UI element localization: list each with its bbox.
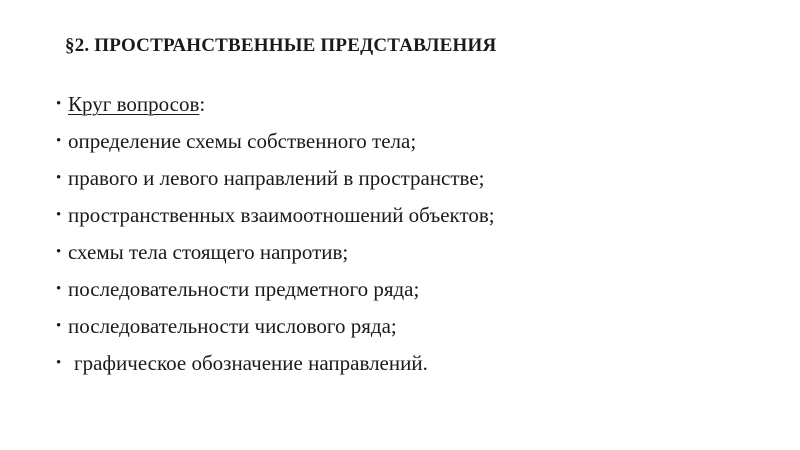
list-item-text: последовательности числового ряда; — [68, 314, 397, 338]
list-item — [56, 197, 495, 234]
bullet-icon: • — [56, 133, 62, 149]
list-item — [56, 308, 495, 345]
bullet-icon: • — [56, 170, 62, 186]
list-item — [56, 345, 495, 382]
list-item-text: правого и левого направлений в пространстве; — [68, 166, 485, 190]
list-item-text: схемы тела стоящего напротив; — [68, 240, 349, 264]
intro-label: Круг вопросов — [68, 92, 200, 116]
list-item-text: пространственных взаимоотношений объектов; — [68, 203, 495, 227]
list-item-text: последовательности предметного ряда; — [68, 277, 420, 301]
bullet-icon: • — [56, 96, 62, 112]
list-item-text: графическое обозначение направлений. — [74, 351, 428, 375]
list-item — [56, 234, 495, 271]
list-item — [56, 160, 495, 197]
slide-title: §2. ПРОСТРАНСТВЕННЫЕ ПРЕДСТАВЛЕНИЯ — [65, 35, 497, 56]
list-item — [56, 123, 495, 160]
bullet-icon: • — [56, 244, 62, 260]
bullet-icon: • — [56, 318, 62, 334]
bullet-icon: • — [56, 281, 62, 297]
intro-suffix: : — [199, 92, 206, 116]
bullet-list — [56, 86, 495, 382]
bullet-icon: • — [56, 207, 62, 223]
list-item-intro — [56, 86, 495, 123]
list-item-text: определение схемы собственного тела; — [68, 129, 417, 153]
bullet-icon: • — [56, 355, 62, 371]
list-item — [56, 271, 495, 308]
